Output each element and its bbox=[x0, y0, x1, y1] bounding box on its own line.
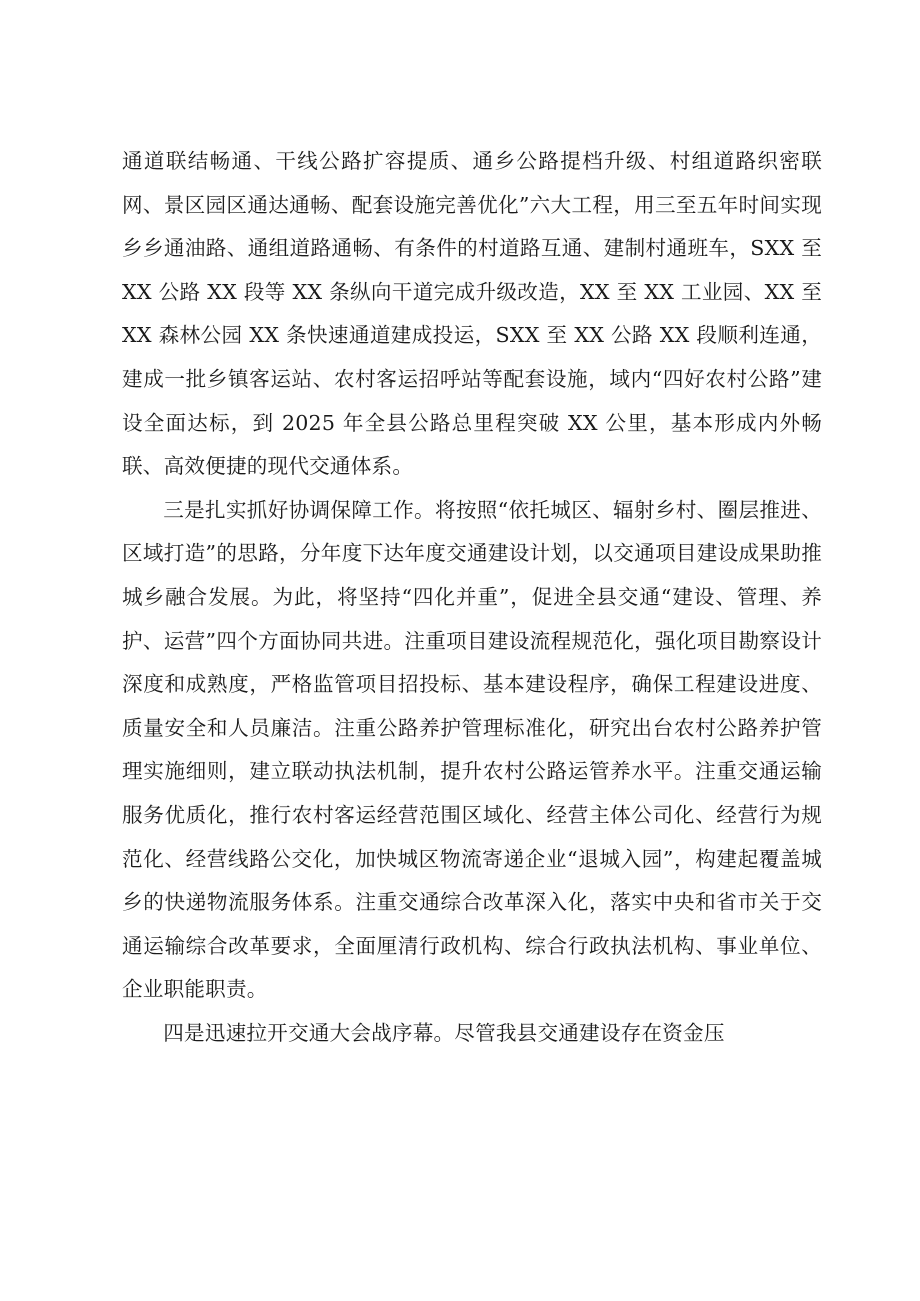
paragraph-coordination-guarantee: 三是扎实抓好协调保障工作。将按照“依托城区、辐射乡村、圈层推进、区域打造”的思路，分年度下达年度交通建设计划，以交通项目建设成果助推城乡融合发展。为此，将坚持“四化并重”，促进全县交通“建设、管理、养护、运营”四个方面协同共进。注重项目建设流程规范化，强化项目勘察设计深度和成熟度，严格监管项目招投标、基本建设程序，确保工程建设进度、质量安全和人员廉洁。注重公路养护管理标准化，研究出台农村公路养护管理实施细则，建立联动执法机制，提升农村公路运管养水平。注重交通运输服务优质化，推行农村客运经营范围区域化、经营主体公司化、经营行为规范化、经营线路公交化，加快城区物流寄递企业“退城入园”，构建起覆盖城乡的快递物流服务体系。注重交通综合改革深入化，落实中央和省市关于交通运输综合改革要求，全面厘清行政机构、综合行政执法机构、事业单位、企业职能职责。 bbox=[122, 497, 822, 1002]
paragraph-continuation: 通道联结畅通、干线公路扩容提质、通乡公路提档升级、村组道路织密联网、景区园区通达通畅、配套设施完善优化”六大工程，用三至五年时间实现乡乡通油路、通组道路通畅、有条件的村道路互通、建制村通班车，SXX 至 XX 公路 XX 段等 XX 条纵向干道完成升级改造，XX 至 XX 工业园、XX 至 XX 森林公园 XX 条快速通道建成投运，SXX 至 XX 公路 XX 段顺利连通，建成一批乡镇客运站、农村客运招呼站等配套设施，域内“四好农村公路”建设全面达标，到 2025 年全县公路总里程突破 XX 公里，基本形成内外畅联、高效便捷的现代交通体系。 bbox=[122, 149, 822, 479]
paragraph-traffic-campaign: 四是迅速拉开交通大会战序幕。尽管我县交通建设存在资金压 bbox=[163, 1020, 725, 1045]
document-body bbox=[122, 140, 822, 1055]
